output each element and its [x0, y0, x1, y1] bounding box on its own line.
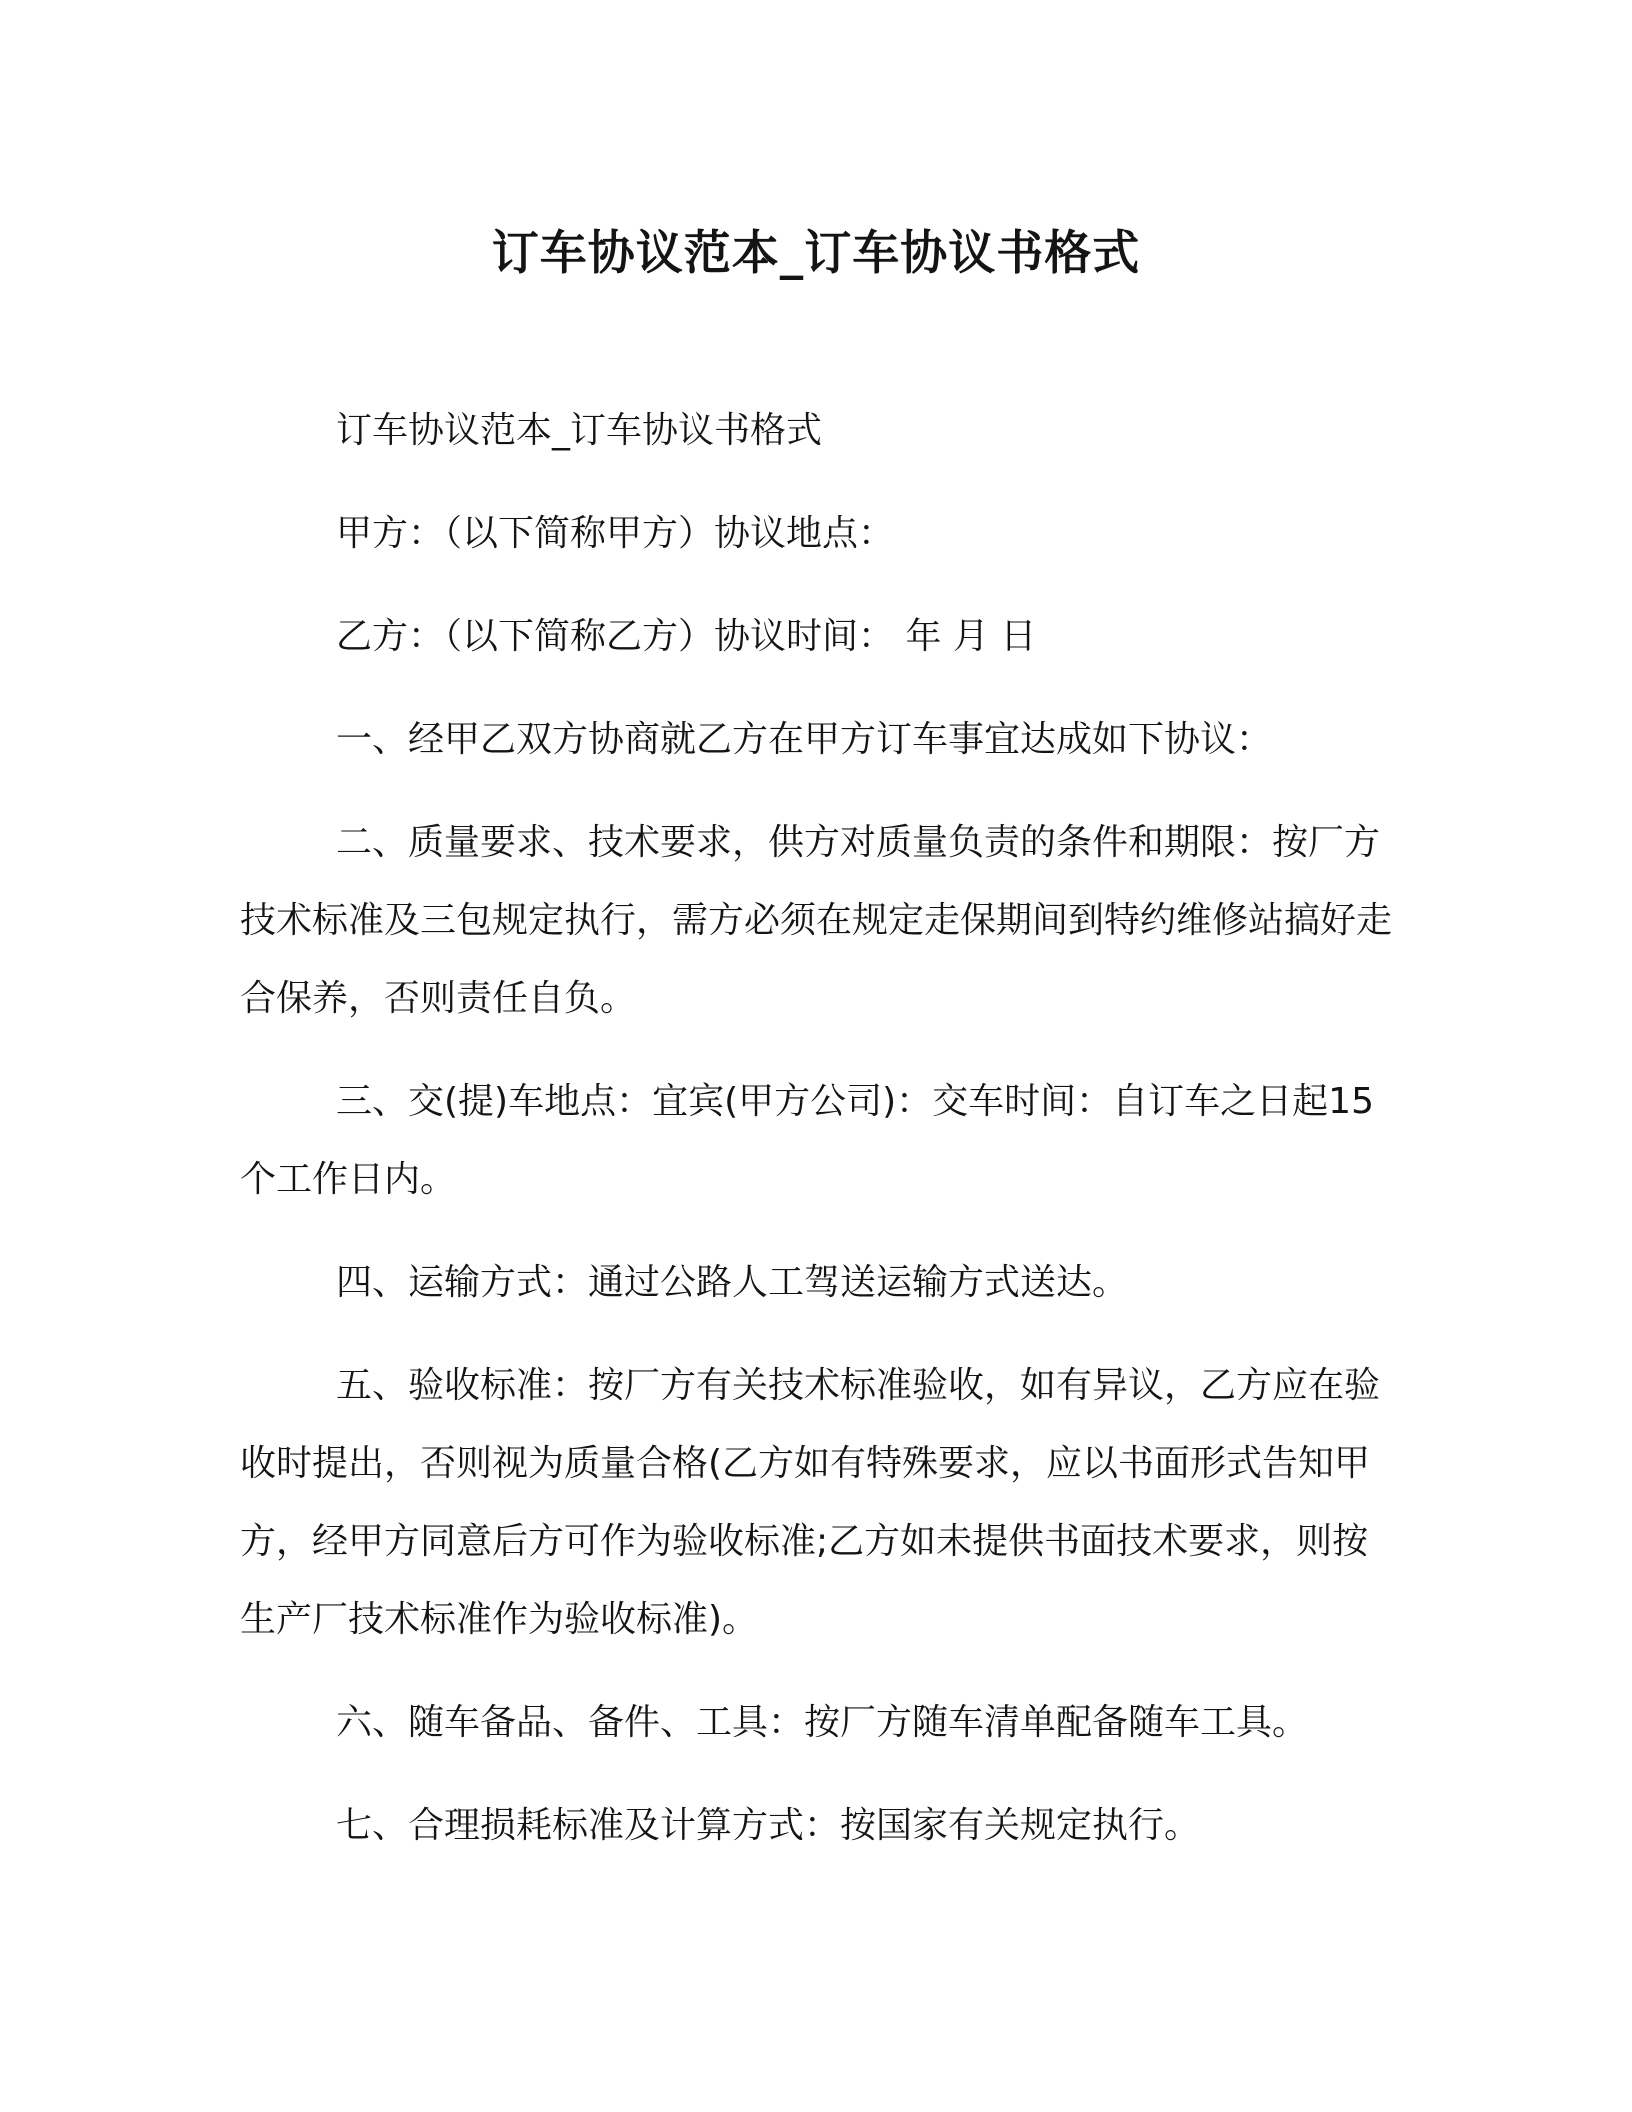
clause-7: 七、合理损耗标准及计算方式：按国家有关规定执行。	[336, 1805, 1201, 1846]
document-body	[240, 392, 1400, 1890]
clause-6: 六、随车备品、备件、工具：按厂方随车清单配备随车工具。	[336, 1702, 1309, 1743]
paragraph-subtitle: 订车协议范本_订车协议书格式	[336, 410, 823, 451]
document-title: 订车协议范本_订车协议书格式	[491, 226, 1141, 281]
clause-5: 五、验收标准：按厂方有关技术标准验收，如有异议，乙方应在验收时提出，否则视为质量合格(乙方如有特殊要求，应以书面形式告知甲方，经甲方同意后方可作为验收标准;乙方如未提供书面技术要求，则按生产厂技术标准作为验收标准)。	[240, 1365, 1381, 1640]
clause-3: 三、交(提)车地点：宜宾(甲方公司)：交车时间：自订车之日起15 个工作日内。	[240, 1081, 1374, 1200]
clause-4: 四、运输方式：通过公路人工驾送运输方式送达。	[336, 1262, 1129, 1303]
paragraph-party-b: 乙方：（以下简称乙方）协议时间： 年 月 日	[336, 616, 1037, 657]
clause-2: 二、质量要求、技术要求，供方对质量负责的条件和期限：按厂方技术标准及三包规定执行，需方必须在规定走保期间到特约维修站搞好走合保养，否则责任自负。	[240, 822, 1393, 1019]
clause-1: 一、经甲乙双方协商就乙方在甲方订车事宜达成如下协议：	[336, 719, 1273, 760]
paragraph-party-a: 甲方：（以下简称甲方）协议地点：	[336, 513, 895, 554]
